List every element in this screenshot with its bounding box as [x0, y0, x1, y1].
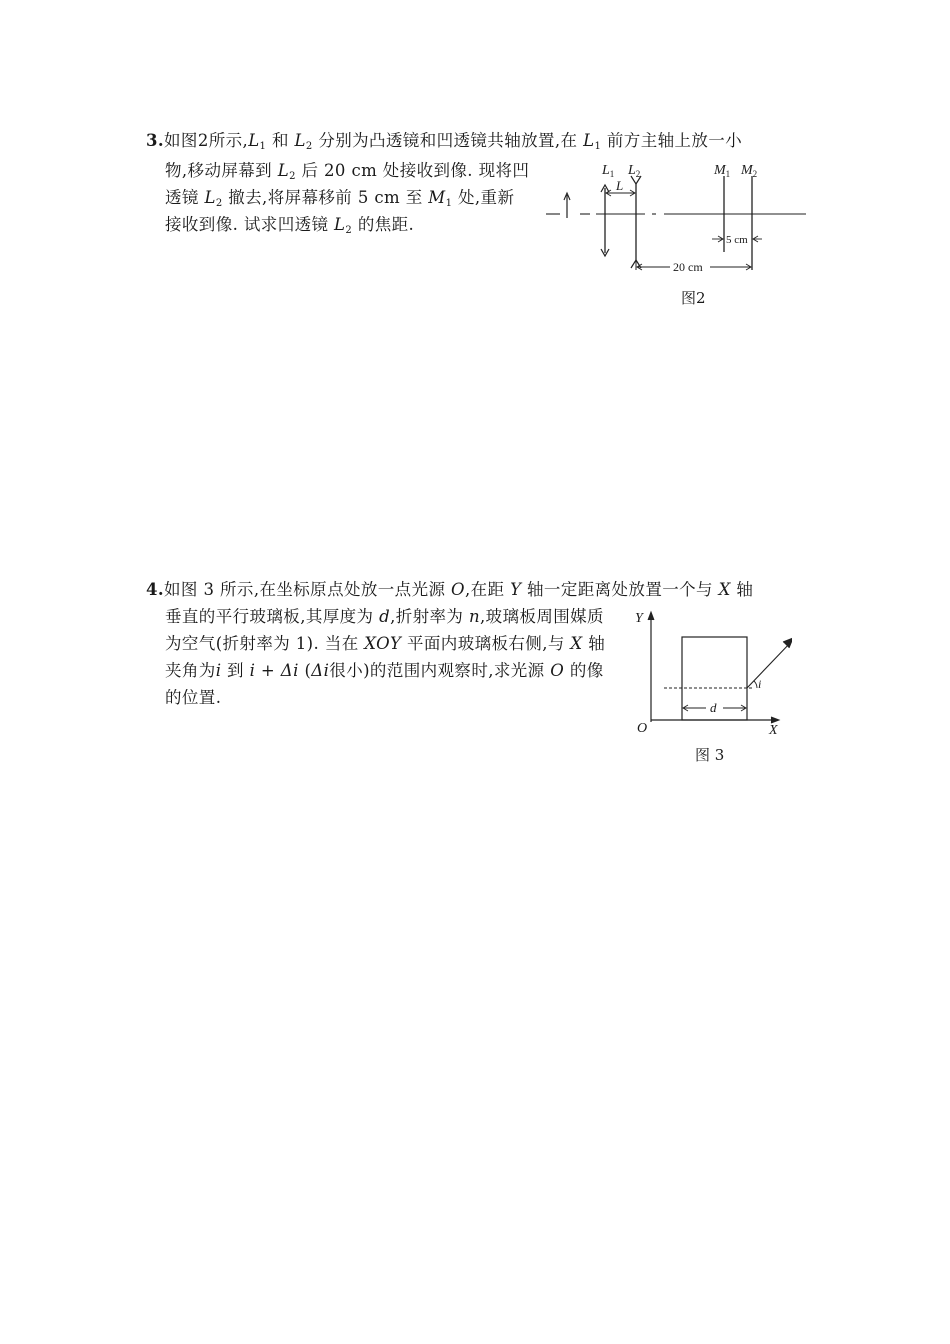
label-O: O	[637, 721, 648, 736]
label-20cm: 20 cm	[673, 260, 703, 274]
label-L-distance: L	[616, 178, 624, 193]
label-i: i	[758, 677, 762, 691]
label-X: X	[769, 723, 778, 738]
figure-2	[540, 150, 810, 279]
label-L1: $L_1$	[602, 163, 615, 179]
q3-number: 3.	[146, 131, 165, 150]
q4-line-5: 的位置.	[165, 688, 222, 707]
q3-line-3: 透镜 $L_2$ 撤去,将屏幕移前 5 cm 至 $M_1$ 处,重新	[165, 188, 515, 209]
q4-line-2: 垂直的平行玻璃板,其厚度为 d,折射率为 n,玻璃板周围媒质	[165, 607, 604, 626]
label-5cm: 5 cm	[726, 234, 748, 246]
q4-line-1: 4.如图 3 所示,在坐标原点处放一点光源 O,在距 Y 轴一定距离处放置一个与 X 轴	[146, 580, 754, 599]
figure-3-caption: 图 3	[695, 746, 725, 764]
label-M1: $M_1$	[714, 163, 731, 179]
figure-2-diagram	[540, 150, 810, 275]
figure-3-diagram	[632, 600, 792, 740]
q3-line-4: 接收到像. 试求凹透镜 $L_2$ 的焦距.	[165, 215, 415, 236]
ray-arrow	[783, 638, 792, 648]
y-axis-arrow	[648, 612, 654, 620]
q3-line-2: 物,移动屏幕到 $L_2$ 后 20 cm 处接收到像. 现将凹	[165, 161, 530, 182]
label-d: d	[710, 700, 717, 715]
figure-3	[632, 600, 792, 744]
q3-line-1: 3.如图2所示$,L_1$ 和 $L_2$ 分别为凸透镜和凹透镜共轴放置,在 $L_1$ 前方主轴上放一小	[146, 131, 743, 152]
angle-i-arc	[754, 681, 757, 688]
q4-line-3: 为空气(折射率为 1). 当在 XOY 平面内玻璃板右侧,与 X 轴	[165, 634, 606, 653]
q4-number: 4.	[146, 580, 165, 599]
figure-2-caption: 图2	[681, 289, 706, 307]
q4-line-4: 夹角为i 到 i + Δi (Δi很小)的范围内观察时,求光源 O 的像	[165, 661, 604, 680]
label-Y: Y	[635, 611, 643, 626]
label-L2: $L_2$	[628, 163, 641, 179]
label-M2: $M_2$	[741, 163, 758, 179]
emergent-ray	[747, 641, 792, 688]
